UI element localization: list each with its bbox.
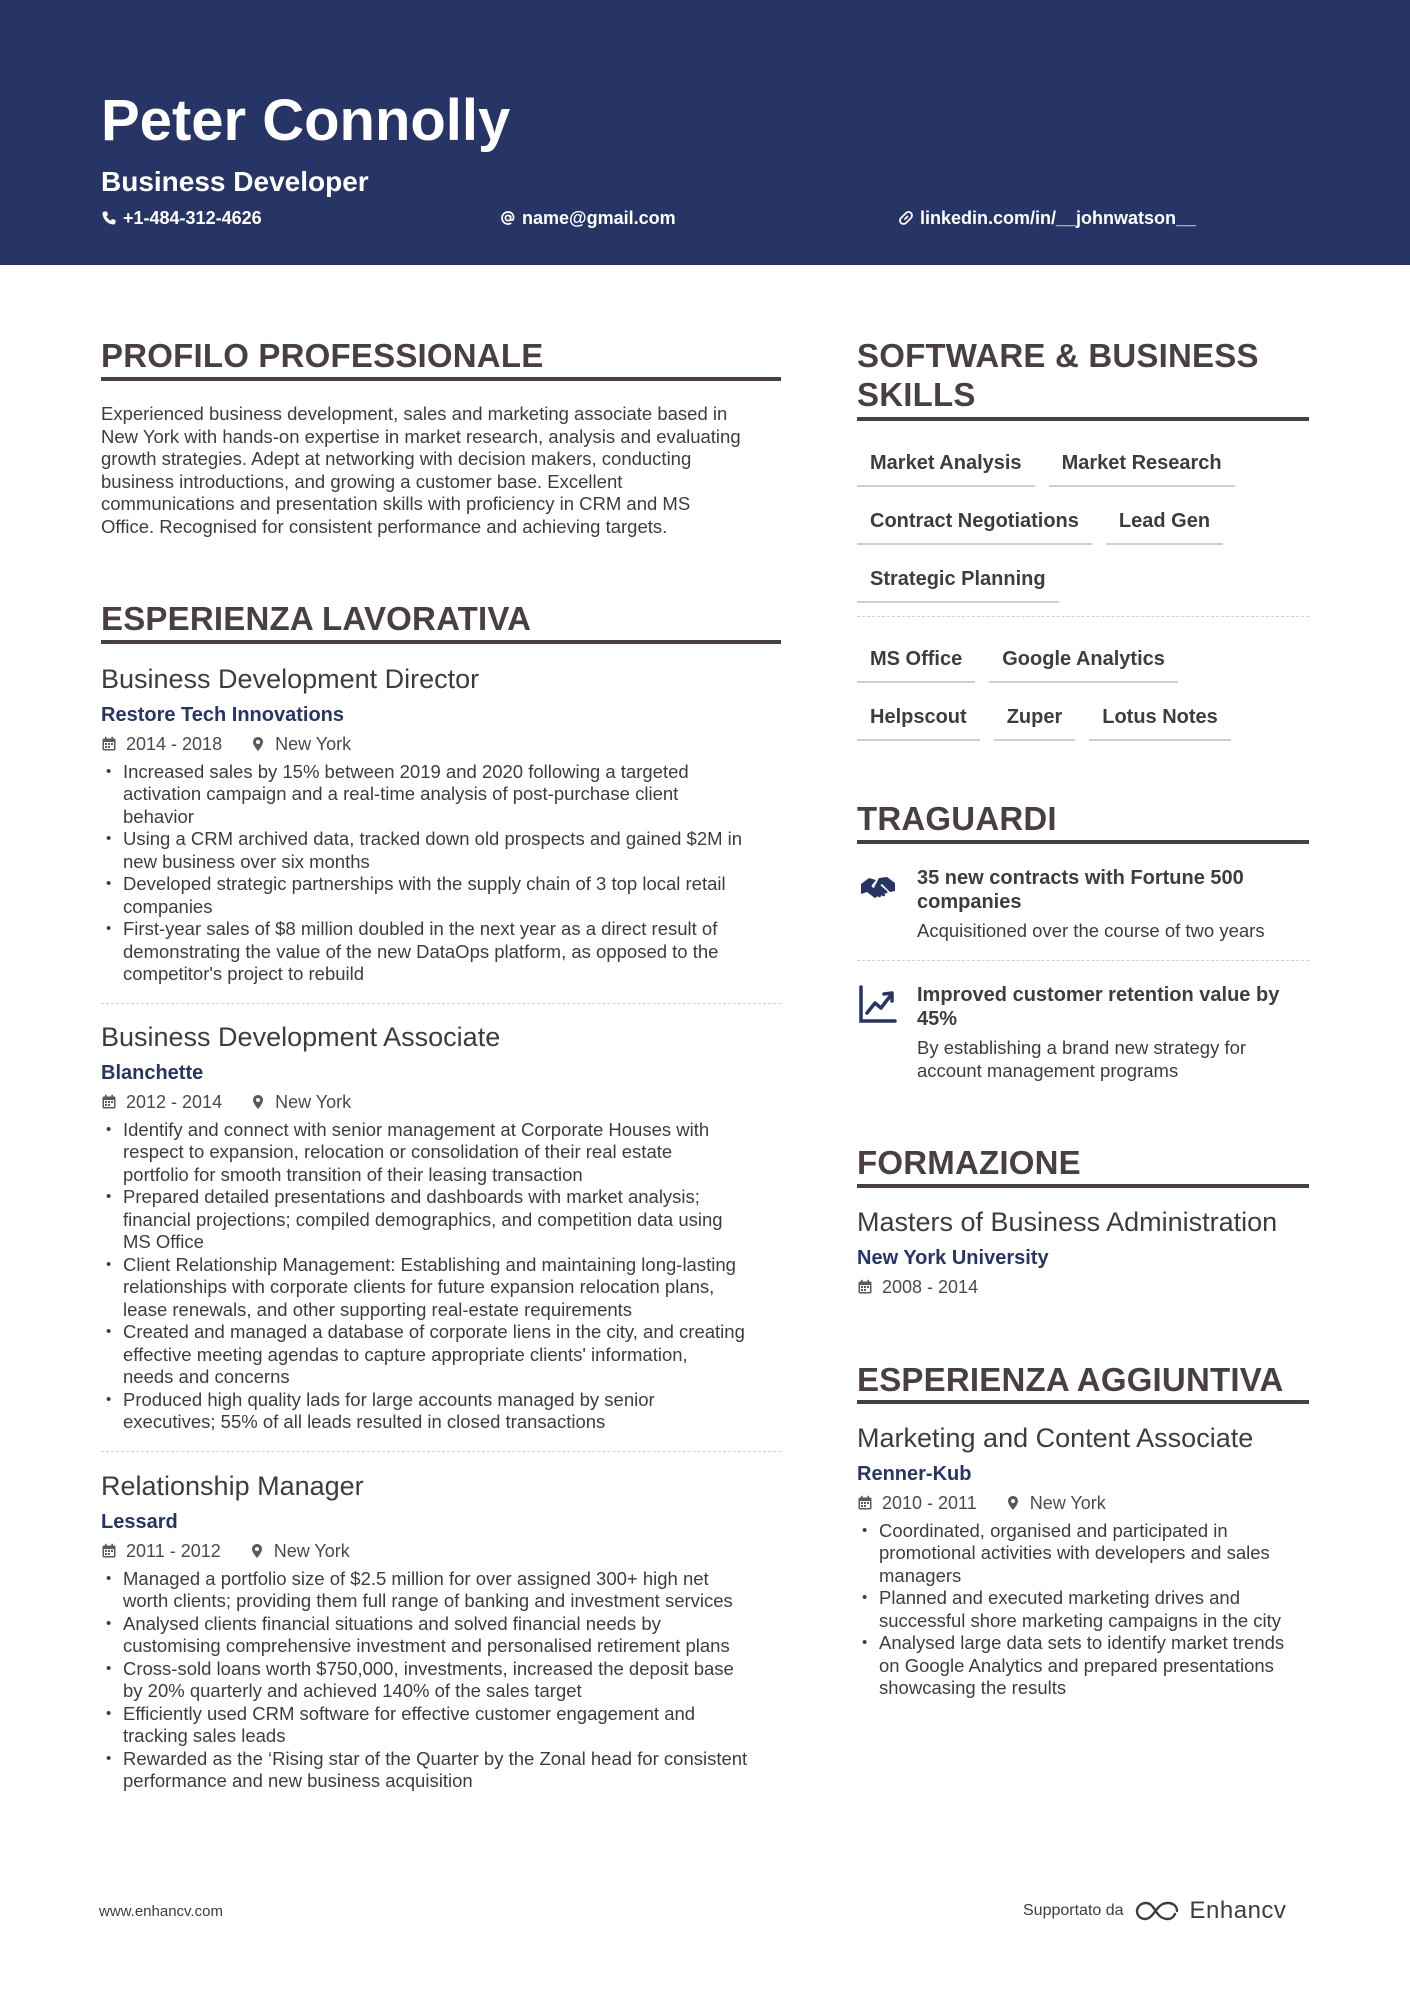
job-meta	[857, 1494, 1309, 1512]
location-pin-icon	[250, 1094, 266, 1110]
job-meta	[101, 1542, 781, 1560]
bullet-item: • Cross-sold loans worth $750,000, investments, increased the deposit base by 20% quarterly and achieved 140% of the sales target	[101, 1658, 781, 1703]
bullet-item: • Using a CRM archived data, tracked down old prospects and gained $2M in new business over six months	[101, 828, 781, 873]
company-name: Blanchette	[101, 1061, 204, 1084]
calendar-icon	[857, 1279, 873, 1295]
bullet-item: • Identify and connect with senior management at Corporate Houses with respect to expansion, relocation or consolidation of their real estate portfolio for smooth transition of their leasing transaction	[101, 1119, 781, 1187]
summary-line: Experienced business development, sales and marketing associate based in	[101, 403, 728, 424]
summary-text	[101, 403, 781, 538]
summary-line: communications and presentation skills with proficiency in CRM and MS	[101, 493, 691, 514]
phone-text: +1-484-312-4626	[123, 208, 262, 228]
skill-tag: Google Analytics	[989, 649, 1178, 683]
job-entry	[101, 1472, 781, 1793]
bullet-item: • Created and managed a database of corporate liens in the city, and creating effective meeting agendas to capture appropriate clients' information, needs and concerns	[101, 1321, 781, 1389]
experience-heading: ESPERIENZA LAVORATIVA	[101, 600, 532, 637]
achievements-heading: TRAGUARDI	[857, 800, 1057, 837]
summary-heading: PROFILO PROFESSIONALE	[101, 337, 544, 374]
bullet-item: • Increased sales by 15% between 2019 and 2020 following a targeted activation campaign and a real-time analysis of post-purchase client behavior	[101, 761, 781, 829]
achievement-divider	[857, 960, 1309, 961]
bullet-item: • Produced high quality lads for large accounts managed by senior executives; 55% of all leads resulted in closed transactions	[101, 1389, 781, 1434]
achievement-item	[857, 866, 1309, 942]
skill-tag: Lead Gen	[1106, 511, 1223, 545]
email-text: name@gmail.com	[522, 208, 676, 228]
achievement-desc: Acquisitioned over the course of two years	[917, 920, 1265, 941]
location-pin-icon	[250, 736, 266, 752]
job-title: Business Development Director	[101, 664, 480, 694]
enhancv-logo-icon	[1134, 1899, 1180, 1923]
job-location: New York	[250, 1093, 351, 1111]
achievements-rule	[857, 840, 1309, 844]
job-location: New York	[1005, 1494, 1106, 1512]
job-dates: 2011 - 2012	[101, 1542, 221, 1560]
job-bullets	[101, 1119, 781, 1434]
job-bullets	[101, 1568, 781, 1793]
software-skills	[857, 649, 1309, 741]
at-icon	[500, 210, 516, 226]
bullet-item: • Analysed clients financial situations and solved financial needs by customising comprehensive investment and personalised retirement plans	[101, 1613, 781, 1658]
contact-linkedin[interactable]	[898, 209, 1196, 227]
job-location: New York	[249, 1542, 350, 1560]
bullet-item: • Planned and executed marketing drives and successful shore marketing campaigns in the city	[857, 1587, 1309, 1632]
bullet-item: • Client Relationship Management: Establishing and maintaining long-lasting relationships with corporate clients for future expansion relocation plans, lease renewals, and other supporting real-estate requirements	[101, 1254, 781, 1322]
education-rule	[857, 1184, 1309, 1188]
job-bullets	[857, 1520, 1309, 1700]
location-pin-icon	[249, 1543, 265, 1559]
skills-rule	[857, 417, 1309, 421]
footer-brand[interactable]	[1023, 1897, 1286, 1925]
summary-rule	[101, 377, 781, 381]
job-meta	[101, 735, 781, 753]
phone-icon	[101, 210, 117, 226]
degree-title: Masters of Business Administration	[857, 1207, 1278, 1237]
bullet-item: • Efficiently used CRM software for effective customer engagement and tracking sales leads	[101, 1703, 781, 1748]
location-pin-icon	[1005, 1495, 1021, 1511]
skill-tag: Contract Negotiations	[857, 511, 1092, 545]
summary-line: business introductions, and growing a customer base. Excellent	[101, 470, 623, 492]
skills-heading: SOFTWARE & BUSINESS SKILLS	[857, 337, 1259, 413]
company-name: Renner-Kub	[857, 1462, 972, 1485]
business-skills	[857, 453, 1309, 603]
summary-line: New York with hands-on expertise in market research, analysis and evaluating	[101, 425, 741, 447]
job-dates: 2010 - 2011	[857, 1494, 977, 1512]
education-entry	[857, 1208, 1309, 1296]
company-name: Restore Tech Innovations	[101, 703, 345, 726]
calendar-icon	[101, 1543, 117, 1559]
job-dates: 2014 - 2018	[101, 735, 222, 753]
company-name: Lessard	[101, 1510, 178, 1533]
linkedin-text: linkedin.com/in/__johnwatson__	[920, 208, 1197, 228]
bullet-item: • Rewarded as the ‘Rising star of the Quarter by the Zonal head for consistent performance and new business acquisition	[101, 1748, 781, 1793]
achievement-item	[857, 983, 1309, 1082]
candidate-name: Peter Connolly	[101, 88, 511, 153]
job-entry	[101, 1023, 781, 1434]
header-banner	[0, 0, 1410, 265]
school-name: New York University	[857, 1246, 1049, 1269]
trend-up-icon	[857, 983, 899, 1025]
bullet-item: • Prepared detailed presentations and dashboards with market analysis; financial projections; compiled demographics, and competition data using MS Office	[101, 1186, 781, 1254]
job-divider	[101, 1003, 781, 1004]
skill-tag: Helpscout	[857, 707, 980, 741]
achievement-title: Improved customer retention value by 45%	[917, 984, 1280, 1030]
footer-url[interactable]: www.enhancv.com	[99, 1903, 223, 1920]
job-title: Business Development Associate	[101, 1022, 501, 1052]
calendar-icon	[857, 1495, 873, 1511]
summary-line: Office. Recognised for consistent performance and achieving targets.	[101, 515, 668, 537]
job-entry	[101, 665, 781, 986]
link-icon	[898, 210, 914, 226]
education-dates: 2008 - 2014	[857, 1278, 978, 1296]
bullet-item: • Coordinated, organised and participated in promotional activities with developers and sales managers	[857, 1520, 1309, 1588]
skill-tag: Market Analysis	[857, 453, 1035, 487]
additional-entry	[857, 1424, 1309, 1700]
job-title: Marketing and Content Associate	[857, 1423, 1254, 1453]
bullet-item: • Developed strategic partnerships with the supply chain of 3 top local retail companies	[101, 873, 781, 918]
job-bullets	[101, 761, 781, 986]
bullet-item: • First-year sales of $8 million doubled in the next year as a direct result of demonstrating the value of the new DataOps platform, as opposed to the competitor's project to rebuild	[101, 918, 781, 986]
skill-tag: MS Office	[857, 649, 975, 683]
contact-email[interactable]	[500, 209, 676, 227]
job-meta	[101, 1093, 781, 1111]
candidate-title: Business Developer	[101, 166, 369, 197]
skill-tag: Strategic Planning	[857, 569, 1059, 603]
calendar-icon	[101, 1094, 117, 1110]
education-meta	[857, 1278, 1309, 1296]
achievement-desc: By establishing a brand new strategy for account management programs	[917, 1037, 1247, 1081]
job-location: New York	[250, 735, 351, 753]
achievement-title: 35 new contracts with Fortune 500 companies	[917, 867, 1244, 913]
education-heading: FORMAZIONE	[857, 1144, 1081, 1181]
skill-tag: Market Research	[1049, 453, 1235, 487]
skill-tag: Lotus Notes	[1089, 707, 1231, 741]
calendar-icon	[101, 736, 117, 752]
bullet-item: • Analysed large data sets to identify market trends on Google Analytics and prepared presentations showcasing the results	[857, 1632, 1309, 1700]
job-title: Relationship Manager	[101, 1471, 364, 1501]
contact-phone[interactable]	[101, 209, 262, 227]
additional-heading: ESPERIENZA AGGIUNTIVA	[857, 1361, 1284, 1398]
additional-rule	[857, 1400, 1309, 1404]
skill-tag: Zuper	[994, 707, 1076, 741]
job-divider	[101, 1451, 781, 1452]
bullet-item: • Managed a portfolio size of $2.5 million for over assigned 300+ high net worth clients; providing them full range of banking and investment services	[101, 1568, 781, 1613]
powered-by-text: Supportato da	[1023, 1902, 1124, 1919]
summary-line: growth strategies. Adept at networking with decision makers, conducting	[101, 448, 692, 469]
job-dates: 2012 - 2014	[101, 1093, 222, 1111]
experience-rule	[101, 640, 781, 644]
handshake-icon	[857, 866, 899, 908]
brand-name: Enhancv	[1189, 1897, 1287, 1924]
skills-divider	[857, 616, 1309, 617]
